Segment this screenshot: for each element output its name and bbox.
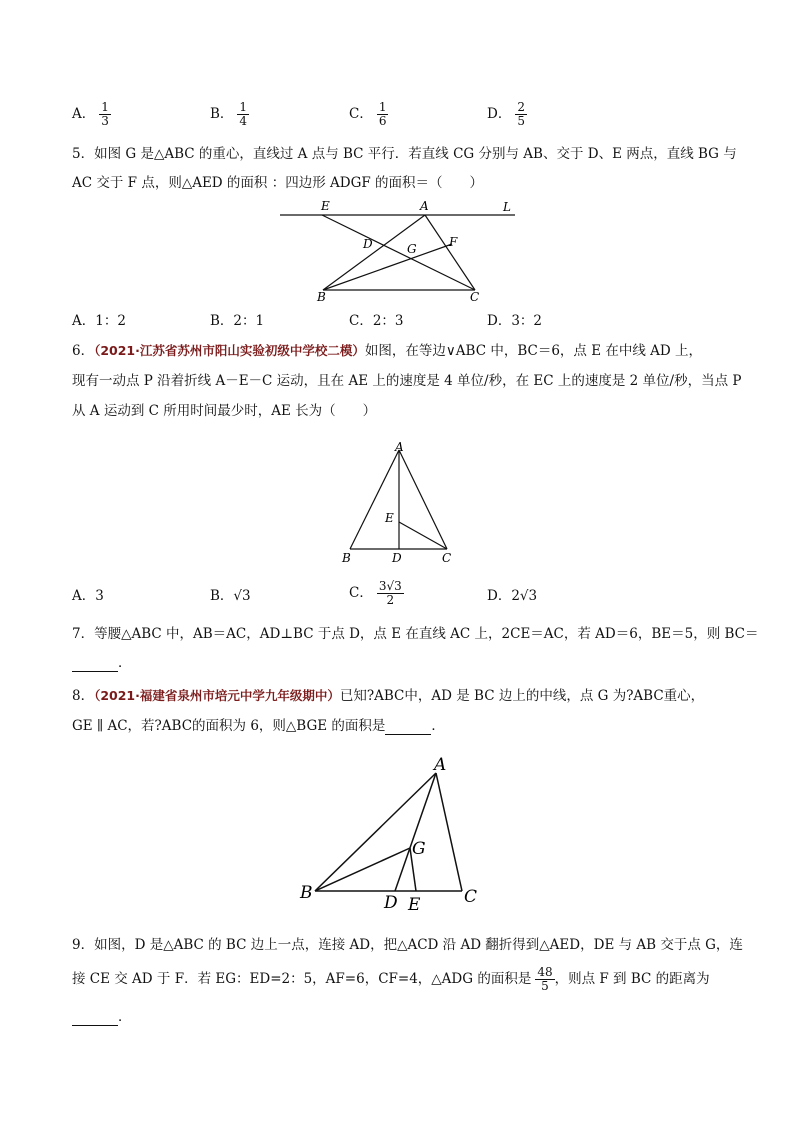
label-b: B [317, 290, 326, 304]
q6-text-line2: 现有一动点 P 沿着折线 A－E－C 运动，且在 AE 上的速度是 4 单位/秒，在 EC 上的速度是 2 单位/秒，当点 P [72, 373, 742, 389]
q8-source: （2021·福建省泉州市培元中学九年级期中） [94, 688, 340, 703]
q5-option-d[interactable]: D．3：2 [487, 313, 543, 329]
segment-bf [323, 244, 452, 290]
q4-option-a[interactable]: A． $\frac{1}{3}$ [72, 100, 109, 128]
q8-text-line1: 8．（2021·福建省泉州市培元中学九年级期中）已知?ABC中，AD 是 BC 边上的中线，点 G 为?ABC重心， [72, 688, 705, 704]
fraction: $\frac{1}{6}$ [378, 100, 387, 128]
q7-text-line1: 7．等腰△ABC 中，AB＝AC，AD⊥BC 于点 D，点 E 在直线 AC 上，2CE＝AC，若 AD＝6，BE＝5，则 BC＝ [72, 626, 759, 642]
q9-text-line1: 9．如图，D 是△ABC 的 BC 边上一点，连接 AD，把△ACD 沿 AD 翻折得到△AED，DE 与 AB 交于点 G，连 [72, 937, 743, 953]
label-c: C [442, 551, 452, 565]
q6-option-d[interactable]: D．2√3 [487, 588, 538, 604]
fraction: $\frac{1}{3}$ [101, 100, 109, 128]
q6-option-b[interactable]: B．√3 [210, 588, 251, 604]
label-e: E [321, 199, 330, 213]
answer-blank[interactable] [72, 1011, 118, 1026]
label-c: C [464, 887, 478, 907]
q5-option-a[interactable]: A．1：2 [72, 313, 126, 329]
q4-option-c[interactable]: C． $\frac{1}{6}$ [349, 100, 387, 128]
fraction: $\frac{3√3}{2}$ [378, 579, 402, 607]
label-d: D [384, 893, 398, 913]
label-e: E [408, 895, 421, 915]
q5-option-c[interactable]: C．2：3 [349, 313, 404, 329]
q6-option-a[interactable]: A．3 [72, 588, 104, 604]
label-c: C [470, 290, 480, 304]
q6-text-line3: 从 A 运动到 C 所用时间最少时，AE 长为（ ） [72, 403, 377, 419]
label-b: B [300, 883, 313, 903]
q9-text-line3: ． [72, 1008, 132, 1026]
label-a: A [434, 755, 447, 775]
fraction: $\frac{2}{5}$ [517, 100, 525, 128]
q8-text-line2: GE ∥ AC，若?ABC的面积为 6，则△BGE 的面积是 ． [72, 718, 445, 734]
label-a: A [420, 199, 429, 213]
q6-source: （2021·江苏省苏州市阳山实验初级中学校二模） [94, 343, 365, 358]
answer-blank[interactable] [385, 720, 431, 735]
q5-text-line1: 5．如图 G 是△ABC 的重心，直线过 A 点与 BC 平行．若直线 CG 分别与 AB、交于 D、E 两点，直线 BG 与 [72, 146, 737, 162]
label-d: D [392, 551, 402, 565]
q5-figure [270, 198, 530, 308]
label-g: G [407, 242, 417, 256]
segment-ac [425, 215, 475, 290]
q6-figure [335, 435, 465, 570]
label-f: F [449, 235, 458, 249]
q5-option-b[interactable]: B．2：1 [210, 313, 265, 329]
answer-blank[interactable] [72, 657, 118, 672]
q9-text-line2: 接 CE 交 AD 于 F．若 EG：ED=2：5，AF=6，CF=4，△ADG 的面积是 $\frac{48}{5}$ ，则点 F 到 BC 的距离为 [72, 965, 710, 993]
label-l: L [503, 200, 511, 214]
label-a: A [395, 440, 404, 454]
q6-text-line1: 6．（2021·江苏省苏州市阳山实验初级中学校二模）如图，在等边∨ABC 中，BC＝6，点 E 在中线 AD 上， [72, 343, 702, 359]
segment-ec [322, 215, 475, 290]
q6-option-c[interactable]: C． $\frac{3√3}{2}$ [349, 579, 402, 607]
label-d: D [363, 237, 373, 251]
q4-option-d[interactable]: D． $\frac{2}{5}$ [487, 100, 525, 128]
q8-figure [295, 750, 490, 915]
label-e: E [385, 511, 394, 525]
label-g: G [412, 839, 426, 859]
q7-text-line2: ． [72, 654, 132, 672]
q5-text-line2: AC 交于 F 点，则△AED 的面积 ：四边形 ADGF 的面积＝（ ） [72, 175, 484, 191]
q4-option-b[interactable]: B． $\frac{1}{4}$ [210, 100, 248, 128]
label-b: B [342, 551, 351, 565]
fraction: $\frac{1}{4}$ [239, 100, 248, 128]
fraction: $\frac{48}{5}$ [537, 965, 553, 993]
